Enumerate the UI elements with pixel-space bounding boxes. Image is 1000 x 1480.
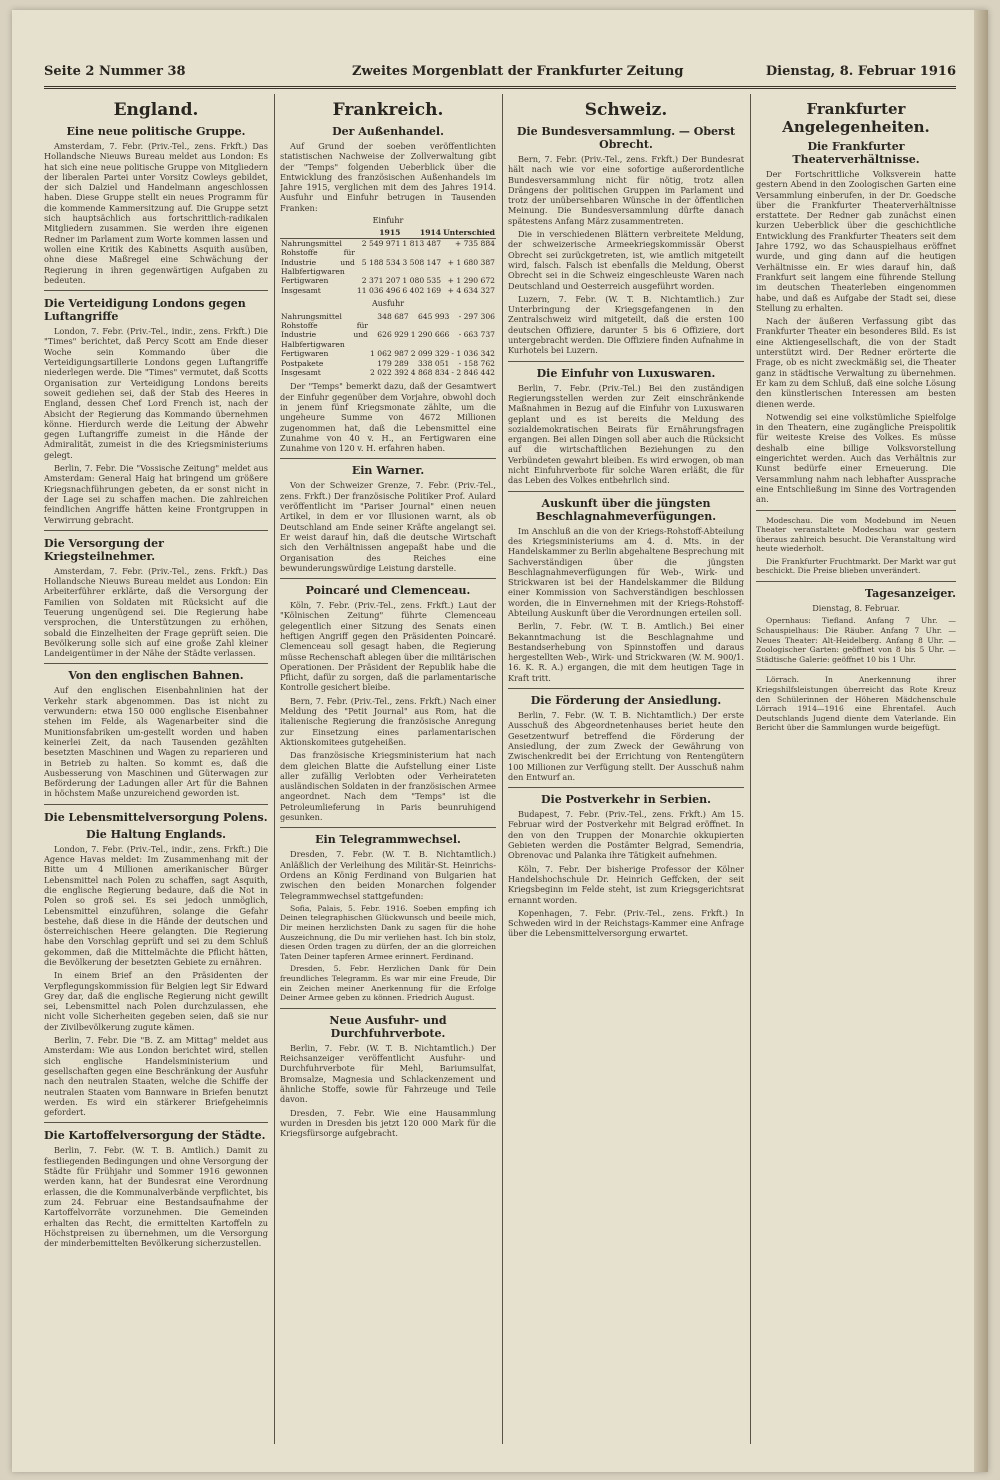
article-text: Dresden, 7. Febr. (W. T. B. Nichtamtlich.) Anläßlich der Verleihung des Militär-St. Heinrichs-Ordens an König Ferdinand von Bulgarien hat zwischen den beiden Monarchen folgender Telegrammwechsel stattgefunden: — [280, 849, 496, 901]
table-cell: Postpakete — [281, 358, 324, 368]
table-header-cell — [280, 228, 356, 238]
article-text: Von der Schweizer Grenze, 7. Febr. (Priv.-Tel., zens. Frkft.) Der französische Politiker Prof. Aulard veröffentlicht im "Pariser Journal" einen neuen Artikel, in dem er vor Illusionen warnt, als ob Deutschland am Ende seiner Kräfte angelangt sei. Er weist darauf hin, daß die deutsche Wirtschaft sich den Verhältnissen angepaßt habe und die Organisation des Reiches eine bewunderungswürdige Leistung darstelle. — [280, 480, 496, 573]
table-cell: 626 929 — [377, 330, 409, 340]
table-row — [280, 359, 496, 368]
article-text: Berlin, 7. Febr. (W. T. B. Amtlich.) Damit zu festliegenden Bedingungen und ohne Versorgung der Städte für Frühjahr und Sommer 1916 gewonnen werden kann, hat der Bundesrat eine Verordnung erlassen, die die Kommunalverbände verpflichtet, bis zum 24. Februar eine Bestandsaufnahme der Kartoffelvorräte vorzunehmen. Die Gemeinden erhalten das Recht, die ermittelten Kartoffeln zu Höchstpreisen zu übernehmen, um die Versorgung der minderbemittelten Bevölkerung sicherzustellen. — [44, 1145, 268, 1249]
article-text: Notwendig sei eine volkstümliche Spielfolge in den Theatern, eine zugängliche Preispolitik für weiteste Kreise des Volkes. Es müsse deshalb eine billige Volksvorstellung eingerichtet werden. Auch das Verhältnis zur Kunst bedürfe einer Erneuerung. Die Versammlung nahm nach lebhafter Aussprache eine Entschließung im Sinne des Vortragenden an. — [756, 411, 956, 505]
article-text: Nach der äußeren Verfassung gibt das Frankfurter Theater ein besonderes Bild. Es ist eine Aktiengesellschaft, die von der Stadt unterstützt wird. Der Redner erörterte die Frage, ob es nicht zweckmäßig sei, die Theater ganz in städtische Verwaltung zu übernehmen. Er kam zu dem Schluß, daß eine solche Lösung den künstlerischen Interessen am besten dienen werde. — [756, 316, 956, 409]
article-text: Die Frankfurter Fruchtmarkt. Der Markt war gut beschickt. Die Preise blieben unverändert. — [756, 556, 956, 576]
section-title: Frankreich. — [332, 100, 444, 120]
table-cell: 1 290 666 — [410, 330, 450, 340]
article-text: Bern, 7. Febr. (Priv.-Tel., zens. Frkft.) Nach einer Meldung des "Petit Journal" aus Rom, hat die italienische Regierung die französische Anregung zur Einsetzung eines parlamentarischen Aktionskomitees gutgeheißen. — [280, 695, 496, 747]
column-frankfurt — [756, 94, 956, 1454]
column-rule — [502, 94, 503, 1444]
article-text: Dresden, 7. Febr. Wie eine Hausammlung wurden in Dresden bis jetzt 120 000 Mark für die Kriegsfürsorge aufgebracht. — [280, 1107, 496, 1139]
article-heading: Ein Telegrammwechsel. — [315, 833, 461, 847]
divider — [44, 1122, 268, 1123]
column-schweiz — [508, 94, 744, 1454]
article-text: Berlin, 7. Febr. (Priv.-Tel.) Bei den zuständigen Regierungsstellen werden zur Zeit einschränkende Maßnahmen in Bezug auf die Einfuhr von Luxuswaren geplant und es ist bereits die Meldung des sozialdemokratischen Beirats für Ernährungsfragen ergangen. Bei allen Dingen soll aber auch die Rücksicht auf die wirtschaftlichen Beziehungen zu den Verbündeten gewahrt bleiben. Es wird erwogen, ob man nicht Einfuhrverbote für solche Waren erläßt, die für das Leben des Volkes entbehrlich sind. — [508, 382, 744, 486]
table-header-cell: 1915 — [356, 228, 401, 238]
table-caption: Ausfuhr — [371, 299, 405, 309]
section-title: Frankfurter Angelegenheiten. — [782, 100, 930, 136]
article-heading: Die Versorgung der Kriegsteilnehmer. — [44, 536, 164, 563]
export-table — [280, 312, 496, 378]
table-cell: 1 813 487 — [402, 238, 442, 248]
article-text: London, 7. Febr. (Priv.-Tel., indir., zens. Frkft.) Die Agence Havas meldet: Im Zusammenhang mit der Bitte um 4 Millionen amerikanischer Bürger Lebensmittel nach Polen zu schaffen, sagt Asquith, die englische Regierung bedaure, daß die Not in Polen so groß sei. Es sei jedoch unmöglich, Lebensmittel einzuführen, solange die Gefahr bestehe, daß diese in die Hände der deutschen und österreichischen Heere gelangten. Die Regierung habe den Vorschlag geprüft und sei zu dem Schluß gekommen, daß die Mittelmächte die Pflicht hätten, die Bevölkerung der besetzten Gebiete zu ernähren. — [44, 843, 268, 967]
divider — [508, 361, 744, 362]
table-cell: Fertigwaren — [281, 349, 329, 359]
article-text: Sofia, Palais, 5. Febr. 1916. Soeben empfing ich Deinen telegraphischen Glückwunsch und beeile mich, Dir meinen herzlichsten Dank zu sagen für die hohe Auszeichnung, die Du mir verliehen hast. Ich bin stolz, diesen Orden tragen zu dürfen, der an die glorreichen Taten Deiner tapferen Armee erinnert. Ferdinand. — [280, 903, 496, 961]
article-text: Lörrach. In Anerkennung ihrer Kriegshilfsleistungen überreicht das Rote Kreuz den Schülerinnen der Höheren Mädchenschule Lörrach 1914—1916 eine Ehrentafel. Auch Deutschlands Jugend diente dem Vaterlande. Ein Bericht über die Sammlungen wurde beigefügt. — [756, 675, 956, 733]
newspaper-title: Zweites Morgenblatt der Frankfurter Zeitung — [352, 64, 684, 79]
table-cell: + 735 884 — [454, 238, 495, 248]
article-text: Auf den englischen Eisenbahnlinien hat der Verkehr stark abgenommen. Das ist nicht zu verwundern: etwa 150 000 englische Eisenbahner stehen im Felde, als Wagenarbeiter sind die Munitionsfabriken um-gestellt worden und haben keinerlei Zeit, da nach Tausenden gezählten besetzten Maschinen und Wagen zu reparieren und in Betrieb zu halten. So kommt es, daß die Ausbesserung von Maschinen und Güterwagen zur Beförderung der Ladungen aller Art für die Bahnen in höchstem Maße unzureichend geworden ist. — [44, 685, 268, 799]
divider — [756, 510, 956, 511]
divider — [508, 491, 744, 492]
table-row — [280, 368, 496, 377]
article-text: London, 7. Febr. (Priv.-Tel., indir., zens. Frkft.) Die "Times" berichtet, daß Percy Scott am Ende dieser Woche sein Kommando über die Verteidigungsartillerie Londons gegen Luftangriffe niederlegen werde. Die "Times" vermutet, daß Scotts Organisation zur Verteidigung Londons bereits soweit gediehen sei, daß der Stab des Heeres in England, dessen Chef Lord French ist, nach der Absicht der Regierung das Kommando übernehmen könne. Hierdurch werde die Leitung der Abwehr gegen Luftangriffe zumeist in die Hände der Admiralität, zumeist in die des Kriegsministeriums gelegt. — [44, 326, 268, 460]
article-text: Berlin, 7. Febr. (W. T. B. Nichtamtlich.) Der erste Ausschuß des Abgeordnetenhauses beriet heute den Gesetzentwurf betreffend die Förderung der Ansiedlung, der zum Zweck der Gewährung von Zwischenkredit bei der Errichtung von Rentengütern 100 Millionen zur Verfügung stellt. Der Ausschuß nahm den Entwurf an. — [508, 710, 744, 782]
column-rule — [750, 94, 751, 1444]
article-heading: Die Förderung der Ansiedlung. — [530, 694, 722, 708]
divider — [280, 1008, 496, 1009]
masthead — [44, 58, 956, 89]
article-heading: Die Lebensmittelversorgung Polens. — [44, 810, 268, 824]
table-cell: 348 687 — [377, 311, 409, 321]
table-cell: - 297 306 — [458, 311, 495, 321]
table-cell: Insgesamt — [281, 285, 321, 295]
article-text: Berlin, 7. Febr. (W. T. B. Amtlich.) Bei einer Bekanntmachung ist die Beschlagnahme und Bestandserhebung von Spinnstoffen und daraus hergestellten Web-, Wirk- und Strickwaren (W. M. 900/1. 16. K. R. A.) ergangen, die mit dem heutigen Tage in Kraft tritt. — [508, 621, 744, 683]
article-text: Die in verschiedenen Blättern verbreitete Meldung, der schweizerische Armeekriegskommissär Oberst Obrecht sei zurückgetreten, ist, wie amtlich mitgeteilt wird, falsch. Falsch ist ebenfalls die Meldung, Oberst Obrecht sei in die Schweiz eingeschleuste Waren nach Deutschland und Oesterreich ausgeführt worden. — [508, 229, 744, 291]
section-title: Schweiz. — [584, 100, 668, 120]
table-row — [280, 238, 496, 248]
table-cell: Nahrungsmittel — [281, 238, 342, 248]
page-binding — [974, 10, 988, 1472]
table-cell: 3 508 147 — [402, 257, 442, 267]
divider — [756, 669, 956, 670]
table-cell: 179 289 — [377, 358, 409, 368]
page-number: Seite 2 Nummer 38 — [44, 64, 186, 79]
table-row — [280, 312, 496, 321]
table-cell: - 1 036 342 — [451, 349, 495, 359]
table-cell: 2 549 971 — [361, 238, 401, 248]
table-header-cell: 1914 — [401, 228, 442, 238]
table-cell: 2 022 392 — [370, 367, 409, 377]
issue-date: Dienstag, 8. Februar 1916 — [765, 64, 956, 79]
table-header-cell: Unterschied — [443, 228, 495, 238]
table-cell: 4 868 834 — [410, 367, 450, 377]
article-text: Das französische Kriegsministerium hat nach dem gleichen Blatte die Aufstellung einer Liste aller zufällig Verlobten oder Verheirateten ausländischen Soldaten in der französischen Armee angeordnet. Nach dem "Temps" ist die Petroleumlieferung in Paris beunruhigend gesunken. — [280, 750, 496, 823]
table-cell: - 158 762 — [458, 358, 495, 368]
article-text: Köln, 7. Febr. (Priv.-Tel., zens. Frkft.) Laut der "Kölnischen Zeitung" führte Clemenceau gelegentlich einer Sitzung des Senats einen heftigen Angriff gegen den Präsidenten Poincaré. Clemenceau soll gesagt haben, die Regierung müsse Rechenschaft ablegen über die militärischen Operationen. Der Präsident der Republik habe die Pflicht, dafür zu sorgen, daß die parlamentarische Kontrolle gesichert bleibe. — [280, 600, 496, 693]
article-text: Dresden, 5. Febr. Herzlichen Dank für Dein freundliches Telegramm. Es war mir eine Freude, Dir ein Zeichen meiner Anerkennung für die Erfolge Deiner Armee geben zu können. Friedrich August. — [280, 964, 496, 1003]
article-heading: Eine neue politische Gruppe. — [66, 125, 246, 138]
divider — [508, 787, 744, 788]
article-text: Bern, 7. Febr. (Priv.-Tel., zens. Frkft.) Der Bundesrat hält nach wie vor eine sofortige außerordentliche Bundesversammlung nicht für nötig, trotz allen Drängens der politischen Gruppen im Parlament und trotz der unübersehbaren Wünsche in der öffentlichen Meinung. Die Bundesversammlung dürfte danach spätestens Anfang März zusammentreten. — [508, 154, 744, 226]
article-heading: Von den englischen Bahnen. — [68, 669, 244, 683]
article-text: Kopenhagen, 7. Febr. (Priv.-Tel., zens. Frkft.) In Schweden wird in der Reichstags-Kammer eine Anfrage über die Lebensmittelversorgung erwartet. — [508, 907, 744, 939]
article-heading: Auskunft über die jüngsten Beschlagnahmeverfügungen. — [535, 496, 717, 523]
table-cell: 2 099 329 — [410, 349, 450, 359]
table-cell: + 4 634 327 — [447, 285, 495, 295]
table-header-row — [280, 228, 496, 238]
article-heading: Neue Ausfuhr- und Durchfuhrverbote. — [329, 1013, 447, 1040]
article-heading: Die Einfuhr von Luxuswaren. — [536, 366, 716, 380]
divider — [44, 530, 268, 531]
section-title: England. — [113, 100, 199, 120]
article-heading: Die Verteidigung Londons gegen Luftangriffe — [44, 297, 246, 324]
article-heading: Poincaré und Clemenceau. — [305, 584, 471, 598]
divider — [280, 578, 496, 579]
table-cell: Rohstoffe für Industrie und Halbfertigwaren — [281, 248, 355, 276]
divider — [44, 290, 268, 291]
article-heading: Die Kartoffelversorgung der Städte. — [44, 1129, 266, 1143]
article-text: Berlin, 7. Febr. (W. T. B. Nichtamtlich.) Der Reichsanzeiger veröffentlicht Ausfuhr- und Durchfuhrverbote für Mehl, Bariumsulfat, Bromsalze, Magnesia und Schlackenzement und ähnliche Stoffe, sowie für Fahrzeuge und Teile davon. — [280, 1042, 496, 1105]
table-row — [280, 276, 496, 285]
article-heading: Die Bundesversammlung. — Oberst Obrecht. — [516, 125, 736, 151]
table-cell: 6 402 169 — [402, 285, 442, 295]
divider — [280, 458, 496, 459]
table-cell: - 663 737 — [458, 330, 495, 340]
column-england — [44, 94, 268, 1454]
table-cell: - 2 846 442 — [451, 367, 495, 377]
article-text: Modeschau. Die vom Modebund im Neuen Theater veranstaltete Modeschau war gestern überaus zahlreich besucht. Die Veranstaltung wird heute wiederholt. — [756, 515, 956, 554]
divider — [756, 581, 956, 582]
article-text: Im Anschluß an die von der Kriegs-Rohstoff-Abteilung des Kriegsministeriums am 4. d. Mts. in der Handelskammer zu Berlin abgehaltene Besprechung mit Sachverständigen über die jüngsten Beschlagnahmeverfügungen für Web-, Wirk- und Strickwaren ist bei der Handelskammer die Bildung einer Kommission von Sachverständigen beschlossen worden, die in Einvernehmen mit der Kriegs-Rohstoff-Abteilung Auskunft über die Verordnungen erteilen soll. — [508, 525, 744, 618]
table-cell: + 1 290 672 — [447, 276, 495, 286]
article-heading: Der Außenhandel. — [332, 125, 444, 138]
divider — [44, 663, 268, 664]
article-heading: Tagesanzeiger. — [865, 587, 956, 601]
listings-text: Opernhaus: Tiefland. Anfang 7 Uhr. — Schauspielhaus: Die Räuber. Anfang 7 Uhr. — Neues Theater: Alt-Heidelberg. Anfang 8 Uhr. — Zoologischer Garten: geöffnet von 8 bis 5 Uhr. — Städtische Galerie: geöffnet 10 bis 1 Uhr. — [756, 616, 956, 664]
table-row — [280, 349, 496, 358]
article-text: Der Fortschrittliche Volksverein hatte gestern Abend in den Zoologischen Garten eine Versammlung einberufen, in der Dr. Goedsche über die Frankfurter Theaterverhältnisse erstattete. Der Redner gab zunächst einen kurzen Ueberblick über die geschichtliche Entwicklung des Frankfurter Theaters seit dem Jahre 1792, wo das Schauspielhaus eröffnet wurde, und ging dann auf die heutigen Verhältnisse ein. Er wies darauf hin, daß Frankfurt seit langem eine führende Stellung im deutschen Theaterleben eingenommen habe, und daß es Aufgabe der Stadt sei, diese Stellung zu erhalten. — [756, 169, 956, 313]
table-caption: Einfuhr — [372, 216, 404, 226]
table-cell: Nahrungsmittel — [281, 311, 342, 321]
table-cell: 1 080 535 — [402, 276, 442, 286]
column-rule — [274, 94, 275, 1444]
article-text: Der "Temps" bemerkt dazu, daß der Gesamtwert der Einfuhr gegenüber dem Vorjahre, obwohl doch in jenem fünf Kriegsmonate zählte, um die ungeheure Summe von 4672 Millionen zugenommen hat, daß die Lebensmittel eine Zunahme von 40 v. H., an Fertigwaren eine Zunahme von 120 v. H. erfahren haben. — [280, 381, 496, 454]
article-text: Auf Grund der soeben veröffentlichten statistischen Nachweise der Zollverwaltung gibt der "Temps" folgenden Ueberblick über die Entwicklung des französischen Außenhandels im Jahre 1915, verglichen mit dem des Jahres 1914. Ausfuhr und Einfuhr betrugen in Tausenden Franken: — [280, 141, 496, 213]
table-cell: 2 371 207 — [361, 276, 401, 286]
table-cell: 645 993 — [417, 311, 450, 321]
table-cell: 11 036 496 — [356, 285, 401, 295]
table-cell: + 1 680 387 — [447, 257, 495, 267]
table-cell: Rohstoffe für Industrie und Halbfertigwaren — [281, 320, 369, 349]
article-subheading: Die Haltung Englands. — [86, 827, 226, 841]
import-table — [280, 228, 496, 295]
date-line: Dienstag, 8. Februar. — [812, 603, 900, 614]
article-text: Luzern, 7. Febr. (W. T. B. Nichtamtlich.) Zur Unterbringung der Kriegsgefangenen in den Zentralschweiz wird mitgeteilt, daß die ersten 100 deutschen Offiziere, darunter 5 bis 6 Offiziere, dort untergebracht werden. Die Offiziere finden Aufnahme in Kurhotels bei Luzern. — [508, 293, 744, 356]
table-cell: 5 188 534 — [361, 257, 401, 267]
table-cell: 338 051 — [417, 358, 450, 368]
divider — [508, 688, 744, 689]
article-heading: Die Frankfurter Theaterverhältnisse. — [792, 140, 920, 166]
table-row — [280, 321, 496, 349]
table-cell: 1 062 987 — [370, 349, 409, 359]
table-row — [280, 248, 496, 276]
article-text: Köln, 7. Febr. Der bisherige Professor der Kölner Handelshochschule Dr. Heinrich Geffcken, der seit Kriegsbeginn im Felde steht, ist zum Kriegsgerichtsrat ernannt worden. — [508, 863, 744, 905]
article-heading: Die Postverkehr in Serbien. — [540, 793, 711, 807]
article-text: In einem Brief an den Präsidenten der Verpflegungskommission für Belgien legt Sir Edward Grey dar, daß die englische Regierung nicht gewillt sei, Lebensmittel nach Polen durchzulassen, ehe nicht volle Sicherheiten gegeben seien, daß sie nur der Zivilbevölkerung zugute kämen. — [44, 970, 268, 1032]
column-frankreich — [280, 94, 496, 1454]
article-text: Amsterdam, 7. Febr. (Priv.-Tel., zens. Frkft.) Das Hollandsche Nieuws Bureau meldet aus London: Ein Arbeiterführer erklärte, daß die Versorgung der Familien von Soldaten mit Rücksicht auf die Teuerung ungenügend sei. Die Regierung habe versprochen, die Unterstützungen zu erhöhen, sobald die Einzelheiten der Frage geprüft seien. Die Bevölkerung solle sich auf eine große Zahl kleiner Landeigentümer in der Nähe der Städte verlassen. — [44, 565, 268, 659]
article-text: Amsterdam, 7. Febr. (Priv.-Tel., zens. Frkft.) Das Hollandsche Nieuws Bureau meldet aus London: Es hat sich eine neue politische Gruppe von Mitgliedern der liberalen Partei unter Vorsitz Cowleys gebildet, der sich Dalziel und Handelmann angeschlossen haben. Diese Gruppe stellt ein neues Programm für die kommende Kammersitzung auf. Die Gruppe setzt sich hauptsächlich aus fortschrittlich-radikalen Mitgliedern zusammen. Sie werden ihre eigenen Redner im Parlament zum Worte kommen lassen und wollen eine Kritik des Kabinetts Asquith ausüben, ohne diese Maßregel eine Schwächung der Regierung in ihren gegenwärtigen Aufgaben zu bedeuten. — [44, 141, 268, 285]
divider — [280, 827, 496, 828]
article-text: Budapest, 7. Febr. (Priv.-Tel., zens. Frkft.) Am 15. Februar wird der Postverkehr mit Belgrad eröffnet. In den von den Truppen der Monarchie okkupierten Gebieten werden die Postämter Belgrad, Semendria, Obrenovac und Palanka ihre Tätigkeit aufnehmen. — [508, 809, 744, 861]
table-cell: Fertigwaren — [281, 276, 329, 286]
article-text: Berlin, 7. Febr. Die "B. Z. am Mittag" meldet aus Amsterdam: Wie aus London berichtet wird, stellen sich englische Handelsministerium und gesellschaften gegen eine Beschränkung der Ausfuhr nach den neutralen Staaten, welche die Schiffe der neutralen Staaten vom Bannware in Briefen benutzt werden. Es wird ein stärkerer Briefgeheimnis gefordert. — [44, 1035, 268, 1118]
table-cell: Insgesamt — [281, 367, 321, 377]
article-heading: Ein Warner. — [351, 464, 425, 478]
article-text: Berlin, 7. Febr. Die "Vossische Zeitung" meldet aus Amsterdam: General Haig hat bringend um größere Kriegsnachführungen gebeten, da er sonst nicht in der Lage sei zu schaffen machen. Die zahlreichen feindlichen Angriffe hätten keine Frontgruppen in Verwirrung gebracht. — [44, 463, 268, 525]
table-row — [280, 286, 496, 295]
divider — [44, 804, 268, 805]
